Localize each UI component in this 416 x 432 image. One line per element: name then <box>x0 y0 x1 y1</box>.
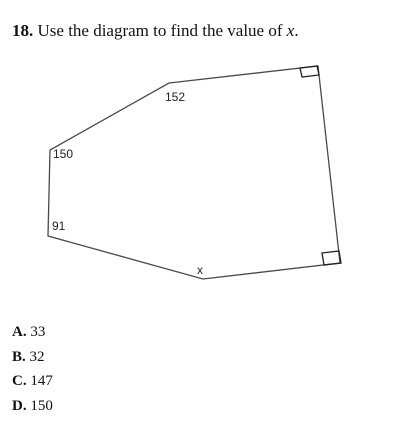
question-text: Use the diagram to find the value of <box>33 21 287 40</box>
angle-label-lower-left: 91 <box>52 219 66 233</box>
question-number: 18. <box>12 21 34 40</box>
hexagon-outline <box>48 66 340 279</box>
choice-c[interactable]: C. 147 <box>12 373 53 389</box>
question-period: . <box>294 21 299 40</box>
angle-label-top: 152 <box>165 90 186 104</box>
angle-label-bottom: x <box>197 263 203 277</box>
answer-choices <box>12 320 53 418</box>
right-angle-mark-bottom-right <box>322 251 341 265</box>
choice-b[interactable]: B. 32 <box>12 348 45 365</box>
angle-label-upper-left: 150 <box>53 147 74 161</box>
question-variable: x <box>286 21 295 40</box>
choice-d[interactable]: D. 150 <box>12 397 53 414</box>
choice-a[interactable]: A. 33 <box>12 324 46 340</box>
right-angle-mark-top-right <box>300 66 319 77</box>
